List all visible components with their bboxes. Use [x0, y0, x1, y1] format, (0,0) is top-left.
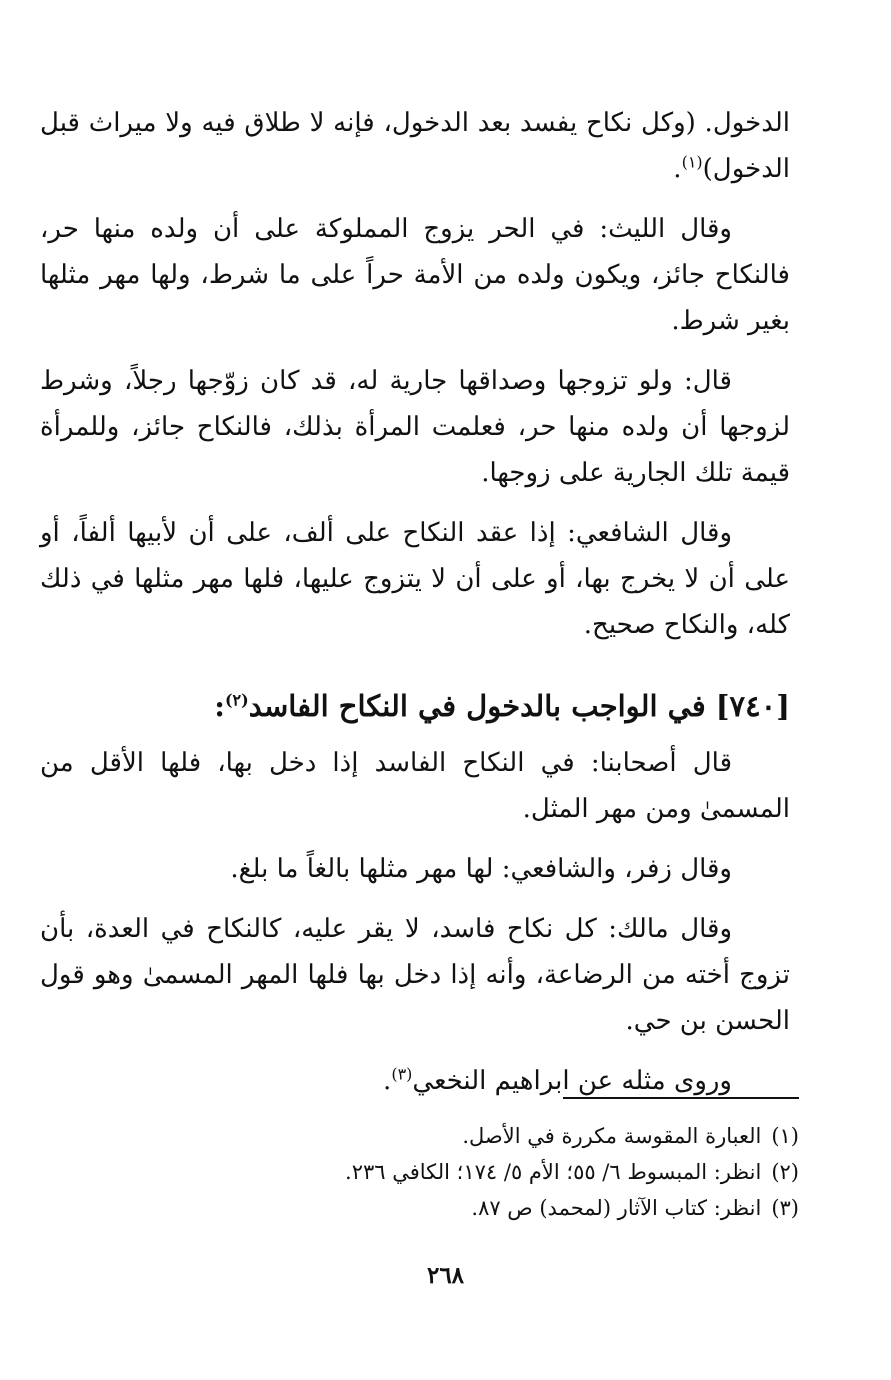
footnote-3-text: انظر: كتاب الآثار (لمحمد) ص ٨٧. [471, 1196, 762, 1220]
section-heading [40, 682, 790, 730]
main-text [40, 100, 790, 1118]
paragraph-3: قال: ولو تزوجها وصداقها جارية له، قد كان زوّجها رجلاً، وشرط لزوجها أن ولده منها حر، فعلمت المرأة بذلك، فالنكاح جائز، وللمرأة قيمة تلك الجارية على زوجها. [40, 366, 790, 488]
page-number: ٢٦٨ [426, 1262, 465, 1289]
footnote-1-marker: (١) [771, 1124, 799, 1148]
paragraph-8-end: . [383, 1066, 392, 1096]
paragraph-7: وقال مالك: كل نكاح فاسد، لا يقر عليه، كالنكاح في العدة، بأن تزوج أخته من الرضاعة، وأنه إذا دخل بها فلها المهر المسمىٰ وهو قول الحسن بن حي. [40, 914, 790, 1036]
section-title: في الواجب بالدخول في النكاح الفاسد [248, 689, 706, 723]
footnote-ref-3: (٣) [391, 1064, 413, 1084]
footnote-2-text: انظر: المبسوط ٦/ ٥٥؛ الأم ٥/ ١٧٤؛ الكافي ٢٣٦. [345, 1160, 762, 1184]
paragraph-1-end: . [673, 154, 682, 184]
paragraph-5: قال أصحابنا: في النكاح الفاسد إذا دخل بها، فلها الأقل من المسمىٰ ومن مهر المثل. [40, 748, 790, 824]
footnote-3 [99, 1190, 799, 1226]
footnote-3-marker: (٣) [771, 1196, 799, 1220]
paragraph-1 [40, 100, 790, 192]
paragraph-2: وقال الليث: في الحر يزوج المملوكة على أن ولده منها حر، فالنكاح جائز، ويكون ولده من الأمة حراً على ما شرط، ولها مهر مثلها بغير شرط. [40, 214, 790, 336]
footnote-ref-1: (١) [681, 152, 703, 172]
footnotes [99, 1118, 799, 1226]
paragraph-6: وقال زفر، والشافعي: لها مهر مثلها بالغاً ما بلغ. [230, 854, 732, 884]
footnote-2 [99, 1154, 799, 1190]
footnote-1 [99, 1118, 799, 1154]
paragraph-8-text: وروى مثله عن ابراهيم النخعي [412, 1066, 732, 1096]
section-number: [٧٤٠] [715, 689, 790, 723]
footnote-2-marker: (٢) [771, 1160, 799, 1184]
paragraph-4: وقال الشافعي: إذا عقد النكاح على ألف، على أن لأبيها ألفاً، أو على أن لا يخرج بها، أو على أن لا يتزوج عليها، فلها مهر مثلها في ذلك كله، والنكاح صحيح. [40, 518, 790, 640]
footnote-ref-2: (٢) [224, 690, 249, 710]
paragraph-1-text: الدخول. (وكل نكاح يفسد بعد الدخول، فإنه لا طلاق فيه ولا ميراث قبل الدخول) [40, 108, 790, 184]
section-heading-end: : [214, 689, 225, 723]
footnote-divider [563, 1097, 799, 1099]
footnote-1-text: العبارة المقوسة مكررة في الأصل. [462, 1124, 762, 1148]
